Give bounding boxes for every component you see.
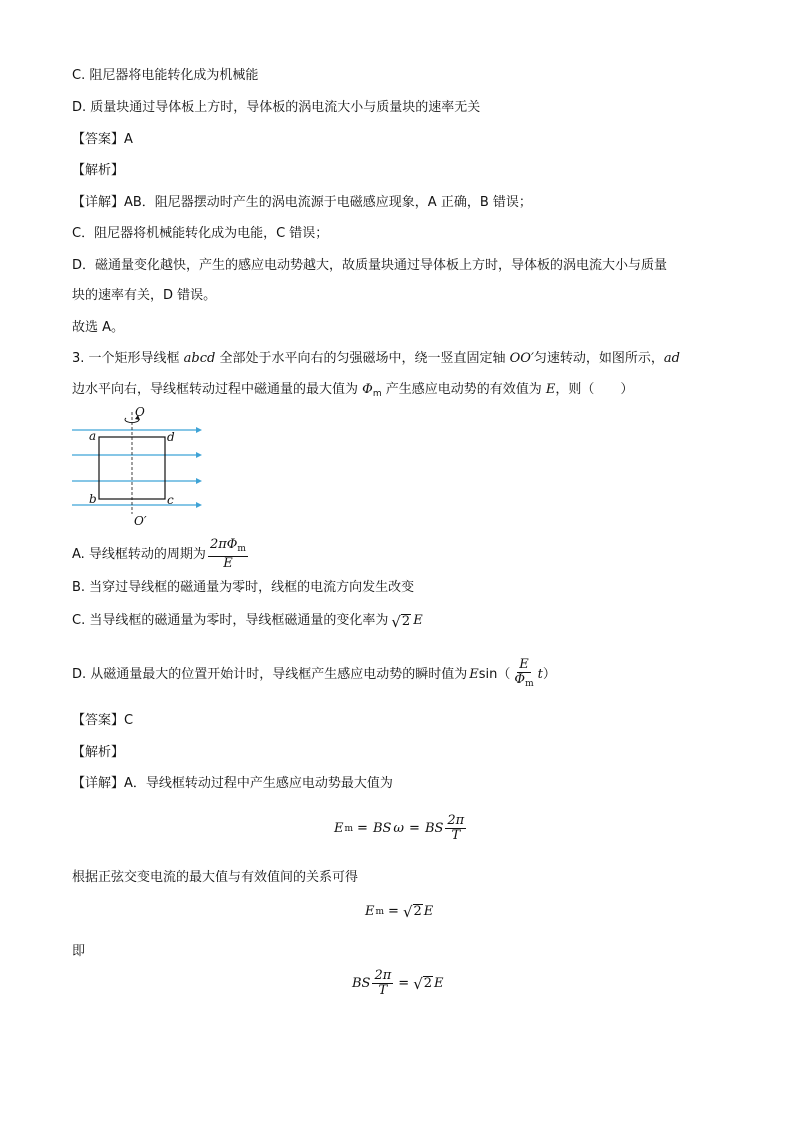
q3-option-d: D. 从磁通量最大的位置开始计时，导线框产生感应电动势的瞬时值为 E sin（ $\frac{E}{\Phi_m}$ t ） bbox=[72, 657, 556, 689]
period-fraction: $\frac{2\pi\Phi_m}{E}$ bbox=[209, 537, 246, 571]
label-a: a bbox=[89, 429, 97, 443]
detail-line-1-prev: 【详解】AB．阻尼器摆动时产生的涡电流源于电磁感应现象，A 正确，B 错误； bbox=[72, 195, 532, 210]
option-c-prev: C. 阻尼器将电能转化成为机械能 bbox=[72, 68, 259, 83]
q3-option-b: B. 当穿过导线框的磁通量为零时，线框的电流方向发生改变 bbox=[72, 580, 415, 595]
conclusion-prev: 故选 A。 bbox=[72, 320, 125, 335]
label-O: O bbox=[135, 405, 145, 419]
label-b: b bbox=[89, 492, 97, 506]
detail-line-3b-prev: 块的速率有关，D 错误。 bbox=[72, 288, 217, 303]
equation-emf-max: E m = BS ω = BS $\frac{2\pi}{T}$ bbox=[334, 813, 465, 843]
detail-line-2-prev: C．阻尼器将机械能转化成为电能，C 错误； bbox=[72, 226, 329, 241]
analysis-heading-prev: 【解析】 bbox=[72, 163, 125, 178]
q3-option-c: C. 当导线框的磁通量为零时，导线框磁通量的变化率为 √ 2 E bbox=[72, 612, 423, 631]
label-c: c bbox=[167, 493, 174, 507]
rotating-coil-figure bbox=[68, 404, 208, 528]
label-d: d bbox=[167, 430, 175, 444]
answer-prev: 【答案】A bbox=[72, 132, 133, 147]
detail-line-3a-prev: D．磁通量变化越快，产生的感应电动势越大，故质量块通过导体板上方时，导体板的涡电流大小与质量 bbox=[72, 258, 668, 273]
q3-analysis-heading: 【解析】 bbox=[72, 745, 125, 760]
equation-max-effective: E m = √ 2 E bbox=[365, 903, 434, 921]
option-d-prev: D. 质量块通过导体板上方时，导体板的涡电流大小与质量块的速率无关 bbox=[72, 100, 481, 115]
q3-ji-text: 即 bbox=[72, 944, 86, 959]
q3-stem-line-1: 3. 一个矩形导线框 abcd 全部处于水平向右的匀强磁场中，绕一竖直固定轴 OO′匀速转动，如图所示，ad bbox=[72, 351, 680, 366]
q3-relation-text: 根据正弦交变电流的最大值与有效值间的关系可得 bbox=[72, 870, 359, 885]
q3-answer: 【答案】C bbox=[72, 713, 134, 728]
q3-stem-line-2: 边水平向右，导线框转动过程中磁通量的最大值为 $\Phi_m$ 产生感应电动势的有效值为 E，则（ ） bbox=[72, 382, 634, 399]
q3-detail-line-1: 【详解】A．导线框转动过程中产生感应电动势最大值为 bbox=[72, 776, 393, 791]
label-O-prime: O′ bbox=[134, 514, 147, 528]
q3-option-a: A. 导线框转动的周期为 $\frac{2\pi\Phi_m}{E}$ bbox=[72, 537, 246, 571]
equation-combined: BS $\frac{2\pi}{T}$ = √ 2 E bbox=[352, 968, 444, 998]
